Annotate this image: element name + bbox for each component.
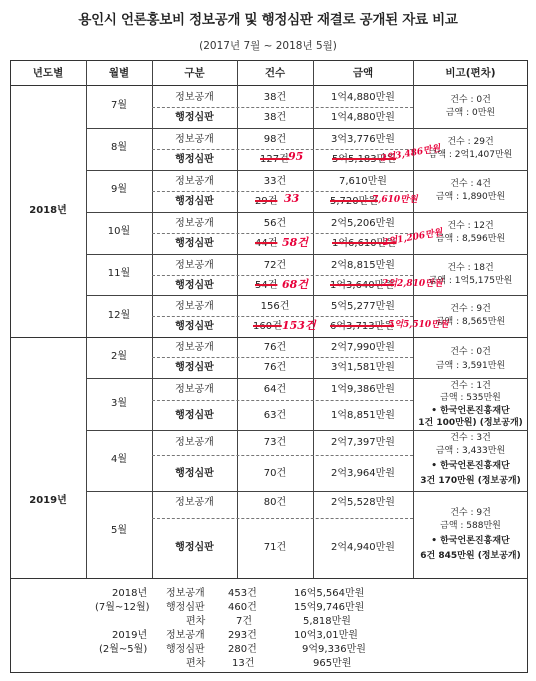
- remark-amount: 금액 : 1억5,175만원: [428, 276, 513, 286]
- handwritten-correction: 7,610만원: [372, 195, 418, 205]
- type-info: 정보공개: [175, 384, 214, 395]
- type-adj: 행정심판: [175, 542, 214, 553]
- sub-divider: [152, 149, 413, 150]
- remark-agency: • 한국언론진흥재단: [431, 536, 510, 546]
- remark-agency: • 한국언론진흥재단: [431, 406, 510, 416]
- row-divider: [86, 378, 528, 379]
- count-info: 73건: [263, 437, 287, 448]
- type-info: 정보공개: [175, 497, 214, 508]
- summary-2019-diff-count: 13건: [232, 658, 255, 669]
- summary-2018-diff-count: 7건: [236, 616, 253, 627]
- row-divider: [86, 128, 528, 129]
- remark-agency-detail: 6건 845만원 (정보공개): [420, 551, 521, 561]
- summary-2018-label: 2018년: [112, 588, 148, 599]
- type-info: 정보공개: [175, 134, 214, 145]
- summary-2019-diff-amount: 965만원: [313, 658, 352, 669]
- amount-info: 2억5,528만원: [331, 497, 395, 508]
- remark-count: 건수 : 1건: [450, 381, 491, 391]
- summary-2019-info-count: 293건: [228, 630, 257, 641]
- document-subtitle: (2017년 7월 ~ 2018년 5월): [199, 40, 337, 52]
- type-info: 정보공개: [175, 218, 214, 229]
- remark-agency: • 한국언론진흥재단: [431, 461, 510, 471]
- handwritten-correction: 3억3,486만원: [379, 143, 442, 165]
- summary-2018-diff-amount: 5,818만원: [303, 616, 351, 627]
- count-info: 156건: [260, 301, 290, 312]
- count-adj: 63건: [263, 410, 287, 421]
- amount-adj: 1억3,640만원: [330, 280, 394, 291]
- amount-adj: 1억8,851만원: [331, 410, 395, 421]
- summary-2018-diff-label: 편차: [186, 616, 206, 627]
- header-month: 월별: [108, 67, 130, 79]
- month-label: 8월: [110, 142, 128, 153]
- summary-2019-period: (2월~5월): [99, 644, 148, 655]
- type-info: 정보공개: [175, 342, 214, 353]
- count-info: 80건: [263, 497, 287, 508]
- summary-2018-info-label: 정보공개: [166, 588, 205, 599]
- row-divider: [86, 430, 528, 431]
- header-remark: 비고(편차): [445, 67, 496, 79]
- amount-adj: 3억1,581만원: [331, 362, 395, 373]
- type-info: 정보공개: [175, 260, 214, 271]
- type-adj: 행정심판: [175, 410, 214, 421]
- summary-2018-info-count: 453건: [228, 588, 257, 599]
- remark-count: 건수 : 0건: [450, 347, 491, 357]
- remark-count: 건수 : 18건: [447, 263, 494, 273]
- remark-amount: 금액 : 1,890만원: [435, 192, 506, 202]
- header-divider: [10, 85, 528, 86]
- type-adj: 행정심판: [175, 196, 214, 207]
- sub-divider: [152, 357, 413, 358]
- remark-count: 건수 : 0건: [450, 95, 491, 105]
- amount-adj: 2억4,940만원: [331, 542, 395, 553]
- year-divider: [10, 337, 528, 338]
- amount-info: 1억9,386만원: [331, 384, 395, 395]
- month-label: 2월: [110, 351, 128, 362]
- header-count: 건수: [264, 67, 286, 79]
- type-adj: 행정심판: [175, 321, 214, 332]
- count-adj: 44건: [255, 238, 278, 249]
- amount-adj: 6억3,713만원: [330, 321, 394, 332]
- amount-adj: 1억6,610만원: [332, 238, 396, 249]
- count-adj: 160건: [253, 321, 282, 332]
- year-2018: 2018년: [29, 205, 67, 216]
- type-adj: 행정심판: [175, 154, 214, 165]
- count-info: 56건: [263, 218, 287, 229]
- amount-adj: 1억4,880만원: [331, 112, 395, 123]
- summary-2019-info-amount: 10억3,01만원: [294, 630, 358, 641]
- month-label: 7월: [110, 100, 128, 111]
- handwritten-correction: 68건: [282, 278, 308, 291]
- count-adj: 29건: [255, 196, 278, 207]
- remark-count: 건수 : 12건: [447, 221, 494, 231]
- remark-amount: 금액 : 8,565만원: [435, 317, 506, 327]
- sub-divider: [152, 455, 413, 456]
- amount-info: 1억4,880만원: [331, 92, 395, 103]
- remark-amount: 금액 : 2억1,407만원: [428, 150, 513, 160]
- amount-info: 5억5,277만원: [331, 301, 395, 312]
- sub-divider: [152, 400, 413, 401]
- amount-adj: 2억3,964만원: [331, 468, 395, 479]
- summary-2019-adj-label: 행정심판: [166, 644, 205, 655]
- remark-count: 건수 : 9건: [450, 508, 491, 518]
- handwritten-correction: 5억5,510만원: [388, 320, 449, 330]
- summary-2018-adj-count: 460건: [228, 602, 257, 613]
- header-amount: 금액: [352, 67, 374, 79]
- remark-count: 건수 : 9건: [450, 304, 491, 314]
- count-info: 33건: [263, 176, 287, 187]
- month-label: 12월: [107, 310, 131, 321]
- year-2019: 2019년: [29, 495, 67, 506]
- count-adj: 76건: [263, 362, 287, 373]
- month-label: 4월: [110, 454, 128, 465]
- sub-divider: [152, 518, 413, 519]
- remark-amount: 금액 : 0만원: [445, 108, 496, 118]
- summary-2019-adj-count: 280건: [228, 644, 257, 655]
- remark-agency-detail: 3건 170만원 (정보공개): [420, 476, 521, 486]
- count-info: 38건: [263, 92, 287, 103]
- type-adj: 행정심판: [175, 468, 214, 479]
- header-type: 구분: [184, 67, 205, 79]
- remark-agency-detail: 1건 100만원) (정보공개): [418, 418, 523, 428]
- row-divider: [86, 491, 528, 492]
- amount-info: 2억5,206만원: [331, 218, 395, 229]
- remark-count: 건수 : 29건: [447, 137, 494, 147]
- count-adj: 54건: [255, 280, 278, 291]
- sub-divider: [152, 107, 413, 108]
- header-year: 년도별: [32, 67, 64, 79]
- type-info: 정보공개: [175, 437, 214, 448]
- amount-adj: 5억5,183만원: [332, 154, 396, 165]
- handwritten-correction: 2억1,206만원: [381, 227, 444, 249]
- summary-2018-info-amount: 16억5,564만원: [294, 588, 365, 599]
- row-divider: [86, 254, 528, 255]
- handwritten-correction: 33: [284, 192, 300, 205]
- remark-amount: 금액 : 3,433만원: [435, 446, 506, 456]
- amount-info: 2억8,815만원: [331, 260, 395, 271]
- type-info: 정보공개: [175, 176, 214, 187]
- summary-divider: [10, 578, 528, 579]
- handwritten-correction: 153건: [282, 319, 316, 332]
- amount-info: 3억3,776만원: [331, 134, 395, 145]
- summary-2019-label: 2019년: [112, 630, 148, 641]
- count-info: 72건: [263, 260, 287, 271]
- summary-2018-period: (7월~12월): [95, 602, 150, 613]
- type-info: 정보공개: [175, 301, 214, 312]
- remark-amount: 금액 : 535만원: [440, 393, 501, 403]
- handwritten-correction: 95: [288, 150, 304, 163]
- summary-2019-info-label: 정보공개: [166, 630, 205, 641]
- amount-info: 2억7,397만원: [331, 437, 395, 448]
- summary-2018-adj-amount: 15억9,746만원: [294, 602, 365, 613]
- remark-amount: 금액 : 8,596만원: [435, 234, 506, 244]
- amount-adj: 5,720만원: [330, 196, 378, 207]
- summary-2018-adj-label: 행정심판: [166, 602, 205, 613]
- row-divider: [86, 170, 528, 171]
- remark-amount: 금액 : 3,591만원: [435, 361, 506, 371]
- month-label: 5월: [110, 525, 128, 536]
- handwritten-correction: 2억2,810만원: [382, 279, 443, 289]
- count-adj: 70건: [263, 468, 287, 479]
- type-adj: 행정심판: [175, 362, 214, 373]
- count-adj: 38건: [263, 112, 287, 123]
- handwritten-correction: 58건: [282, 236, 308, 249]
- month-label: 9월: [110, 184, 128, 195]
- row-divider: [86, 212, 528, 213]
- month-label: 3월: [110, 398, 128, 409]
- amount-info: 2억7,990만원: [331, 342, 395, 353]
- month-label: 10월: [107, 226, 131, 237]
- amount-info: 7,610만원: [339, 176, 387, 187]
- count-adj: 71건: [263, 542, 287, 553]
- type-info: 정보공개: [175, 92, 214, 103]
- summary-2019-diff-label: 편차: [186, 658, 206, 669]
- count-info: 76건: [263, 342, 287, 353]
- count-info: 98건: [263, 134, 287, 145]
- type-adj: 행정심판: [175, 112, 214, 123]
- count-info: 64건: [263, 384, 287, 395]
- document-title: 용인시 언론홍보비 정보공개 및 행정심판 재결로 공개된 자료 비교: [78, 12, 458, 28]
- remark-amount: 금액 : 588만원: [440, 521, 501, 531]
- row-divider: [86, 295, 528, 296]
- month-label: 11월: [107, 268, 131, 279]
- remark-count: 건수 : 4건: [450, 179, 491, 189]
- count-adj: 127건: [260, 154, 289, 165]
- type-adj: 행정심판: [175, 280, 214, 291]
- summary-2019-adj-amount: 9억9,336만원: [302, 644, 366, 655]
- type-adj: 행정심판: [175, 238, 214, 249]
- remark-count: 건수 : 3건: [450, 433, 491, 443]
